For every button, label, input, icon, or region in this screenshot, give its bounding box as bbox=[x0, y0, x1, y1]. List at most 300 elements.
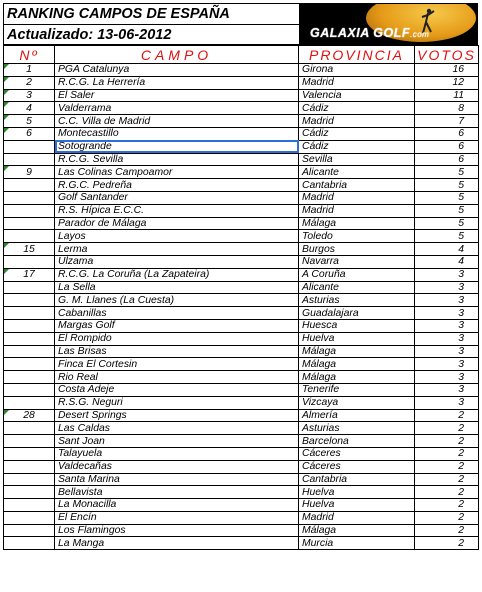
campo-cell-text: Ulzama bbox=[58, 256, 94, 268]
table-row[interactable] bbox=[4, 140, 479, 153]
campo-cell[interactable] bbox=[55, 383, 299, 396]
rank-cell[interactable] bbox=[4, 307, 55, 320]
votos-cell-text: 3 bbox=[458, 397, 464, 409]
provincia-cell[interactable] bbox=[299, 435, 415, 448]
votos-cell[interactable] bbox=[415, 345, 479, 358]
campo-cell[interactable] bbox=[55, 345, 299, 358]
campo-cell-text: La Monacilla bbox=[58, 499, 117, 511]
rank-cell[interactable] bbox=[4, 191, 55, 204]
provincia-cell[interactable] bbox=[299, 127, 415, 140]
provincia-cell[interactable] bbox=[299, 473, 415, 486]
provincia-cell[interactable] bbox=[299, 255, 415, 268]
provincia-cell-text: Madrid bbox=[302, 512, 334, 524]
table-row[interactable] bbox=[4, 499, 479, 512]
provincia-cell[interactable] bbox=[299, 371, 415, 384]
votos-cell-text: 3 bbox=[458, 333, 464, 345]
votos-cell-text: 3 bbox=[458, 307, 464, 319]
campo-cell-text: El Saler bbox=[58, 89, 95, 101]
table-row[interactable] bbox=[4, 243, 479, 256]
comment-marker-icon bbox=[4, 166, 9, 171]
provincia-cell[interactable] bbox=[299, 217, 415, 230]
table-row[interactable] bbox=[4, 179, 479, 192]
table-row[interactable] bbox=[4, 294, 479, 307]
campo-cell-text: Cabanillas bbox=[58, 307, 107, 319]
provincia-cell[interactable] bbox=[299, 191, 415, 204]
provincia-cell[interactable] bbox=[299, 358, 415, 371]
rank-cell[interactable] bbox=[4, 153, 55, 166]
campo-cell-text: Sotogrande bbox=[58, 141, 112, 153]
votos-cell-text: 2 bbox=[458, 448, 464, 460]
col-header-rank: Nº bbox=[4, 46, 55, 64]
votos-cell[interactable] bbox=[415, 140, 479, 153]
campo-cell[interactable] bbox=[55, 473, 299, 486]
comment-marker-icon bbox=[4, 115, 9, 120]
table-row[interactable] bbox=[4, 319, 479, 332]
campo-cell-text: PGA Catalunya bbox=[58, 64, 130, 76]
campo-cell[interactable] bbox=[55, 435, 299, 448]
provincia-cell-text: Asturias bbox=[302, 422, 340, 434]
campo-cell[interactable] bbox=[55, 268, 299, 281]
votos-cell-text: 4 bbox=[458, 243, 464, 255]
votos-cell[interactable] bbox=[415, 473, 479, 486]
provincia-cell[interactable] bbox=[299, 537, 415, 550]
provincia-cell-text: Cádiz bbox=[302, 102, 329, 114]
rank-cell[interactable] bbox=[4, 524, 55, 537]
votos-cell-text: 5 bbox=[458, 217, 464, 229]
table-row[interactable] bbox=[4, 460, 479, 473]
campo-cell[interactable] bbox=[55, 255, 299, 268]
campo-cell[interactable] bbox=[55, 166, 299, 179]
campo-cell-text: Parador de Málaga bbox=[58, 217, 147, 229]
provincia-cell[interactable] bbox=[299, 460, 415, 473]
campo-cell[interactable] bbox=[55, 76, 299, 89]
campo-cell[interactable] bbox=[55, 217, 299, 230]
campo-cell-text: Los Flamingos bbox=[58, 525, 126, 537]
votos-cell[interactable] bbox=[415, 230, 479, 243]
votos-cell[interactable] bbox=[415, 332, 479, 345]
provincia-cell[interactable] bbox=[299, 153, 415, 166]
votos-cell[interactable] bbox=[415, 179, 479, 192]
comment-marker-icon bbox=[4, 410, 9, 415]
votos-cell-text: 8 bbox=[458, 102, 464, 114]
provincia-cell-text: Málaga bbox=[302, 358, 337, 370]
table-row[interactable] bbox=[4, 191, 479, 204]
rank-cell[interactable] bbox=[4, 179, 55, 192]
provincia-cell[interactable] bbox=[299, 524, 415, 537]
campo-cell-text: Montecastillo bbox=[58, 128, 119, 140]
campo-cell[interactable] bbox=[55, 499, 299, 512]
provincia-cell[interactable] bbox=[299, 511, 415, 524]
table-row[interactable] bbox=[4, 332, 479, 345]
table-row[interactable] bbox=[4, 255, 479, 268]
campo-cell-text: R.C.G. La Herrería bbox=[58, 77, 146, 89]
votos-cell[interactable] bbox=[415, 102, 479, 115]
votos-cell[interactable] bbox=[415, 255, 479, 268]
votos-cell[interactable] bbox=[415, 383, 479, 396]
provincia-cell-text: Madrid bbox=[302, 205, 334, 217]
rank-cell[interactable] bbox=[4, 486, 55, 499]
campo-cell[interactable] bbox=[55, 511, 299, 524]
campo-cell[interactable] bbox=[55, 371, 299, 384]
provincia-cell[interactable] bbox=[299, 486, 415, 499]
galaxia-golf-logo bbox=[300, 4, 477, 44]
votos-cell[interactable] bbox=[415, 435, 479, 448]
provincia-cell-text: A Coruña bbox=[302, 269, 346, 281]
votos-cell[interactable] bbox=[415, 191, 479, 204]
campo-cell[interactable] bbox=[55, 115, 299, 128]
provincia-cell-text: Málaga bbox=[302, 217, 337, 229]
votos-cell-text: 5 bbox=[458, 205, 464, 217]
table-row[interactable] bbox=[4, 307, 479, 320]
votos-cell[interactable] bbox=[415, 243, 479, 256]
campo-cell-text: Valderrama bbox=[58, 102, 112, 114]
campo-cell-text: G. M. Llanes (La Cuesta) bbox=[58, 294, 175, 306]
rank-cell[interactable] bbox=[4, 383, 55, 396]
campo-cell-text: Golf Santander bbox=[58, 192, 128, 204]
provincia-cell[interactable] bbox=[299, 319, 415, 332]
votos-cell-text: 5 bbox=[458, 179, 464, 191]
provincia-cell[interactable] bbox=[299, 243, 415, 256]
col-header-campo: CAMPO bbox=[55, 46, 299, 64]
votos-cell-text: 6 bbox=[458, 128, 464, 140]
provincia-cell[interactable] bbox=[299, 89, 415, 102]
votos-cell[interactable] bbox=[415, 358, 479, 371]
provincia-cell-text: Guadalajara bbox=[302, 307, 359, 319]
rank-cell[interactable] bbox=[4, 345, 55, 358]
votos-cell-text: 2 bbox=[458, 409, 464, 421]
campo-cell[interactable] bbox=[55, 89, 299, 102]
comment-marker-icon bbox=[4, 77, 9, 82]
campo-cell[interactable] bbox=[55, 486, 299, 499]
provincia-cell-text: Huelva bbox=[302, 499, 335, 511]
campo-cell[interactable] bbox=[55, 281, 299, 294]
campo-cell-text: Las Colinas Campoamor bbox=[58, 166, 173, 178]
rank-cell[interactable] bbox=[4, 255, 55, 268]
provincia-cell-text: Málaga bbox=[302, 525, 337, 537]
votos-cell[interactable] bbox=[415, 486, 479, 499]
provincia-cell[interactable] bbox=[299, 345, 415, 358]
col-header-votos: VOTOS bbox=[415, 46, 479, 64]
votos-cell[interactable] bbox=[415, 166, 479, 179]
campo-cell-text: R.C.G. La Coruña (La Zapateira) bbox=[58, 269, 210, 281]
provincia-cell[interactable] bbox=[299, 422, 415, 435]
table-row[interactable] bbox=[4, 115, 479, 128]
votos-cell[interactable] bbox=[415, 422, 479, 435]
provincia-cell[interactable] bbox=[299, 268, 415, 281]
votos-cell-text: 5 bbox=[458, 230, 464, 242]
rank-cell[interactable] bbox=[4, 243, 55, 256]
rank-cell[interactable] bbox=[4, 89, 55, 102]
votos-cell-text: 2 bbox=[458, 499, 464, 511]
ranking-table bbox=[3, 45, 479, 550]
votos-cell[interactable] bbox=[415, 89, 479, 102]
campo-cell[interactable] bbox=[55, 537, 299, 550]
votos-cell[interactable] bbox=[415, 499, 479, 512]
table-row[interactable] bbox=[4, 422, 479, 435]
votos-cell[interactable] bbox=[415, 217, 479, 230]
campo-cell[interactable] bbox=[55, 204, 299, 217]
votos-cell[interactable] bbox=[415, 524, 479, 537]
provincia-cell-text: Girona bbox=[302, 64, 334, 76]
votos-cell-text: 7 bbox=[458, 115, 464, 127]
table-row[interactable] bbox=[4, 64, 479, 77]
provincia-cell-text: Cádiz bbox=[302, 128, 329, 140]
provincia-cell-text: Alicante bbox=[302, 166, 339, 178]
votos-cell[interactable] bbox=[415, 447, 479, 460]
table-row[interactable] bbox=[4, 486, 479, 499]
campo-cell[interactable] bbox=[55, 294, 299, 307]
campo-cell-text: R.S.G. Neguri bbox=[58, 397, 123, 409]
votos-cell[interactable] bbox=[415, 127, 479, 140]
table-row[interactable] bbox=[4, 281, 479, 294]
votos-cell[interactable] bbox=[415, 319, 479, 332]
campo-cell[interactable] bbox=[55, 332, 299, 345]
provincia-cell[interactable] bbox=[299, 76, 415, 89]
table-row[interactable] bbox=[4, 409, 479, 422]
campo-cell[interactable] bbox=[55, 191, 299, 204]
votos-cell[interactable] bbox=[415, 307, 479, 320]
table-row[interactable] bbox=[4, 371, 479, 384]
rank-cell[interactable] bbox=[4, 102, 55, 115]
provincia-cell-text: Murcia bbox=[302, 537, 334, 549]
table-row[interactable] bbox=[4, 76, 479, 89]
provincia-cell[interactable] bbox=[299, 383, 415, 396]
provincia-cell-text: Vizcaya bbox=[302, 397, 339, 409]
campo-cell-text: R.C.G. Sevilla bbox=[58, 153, 124, 165]
table-row[interactable] bbox=[4, 153, 479, 166]
provincia-cell-text: Málaga bbox=[302, 345, 337, 357]
table-row[interactable] bbox=[4, 204, 479, 217]
table-row[interactable] bbox=[4, 537, 479, 550]
provincia-cell[interactable] bbox=[299, 102, 415, 115]
table-row[interactable] bbox=[4, 89, 479, 102]
votos-cell[interactable] bbox=[415, 76, 479, 89]
votos-cell-text: 2 bbox=[458, 512, 464, 524]
votos-cell-text: 6 bbox=[458, 153, 464, 165]
campo-cell[interactable] bbox=[55, 64, 299, 77]
table-row[interactable] bbox=[4, 383, 479, 396]
rank-cell[interactable] bbox=[4, 127, 55, 140]
rank-cell[interactable] bbox=[4, 511, 55, 524]
table-row[interactable] bbox=[4, 230, 479, 243]
rank-cell[interactable] bbox=[4, 319, 55, 332]
campo-cell[interactable] bbox=[55, 307, 299, 320]
votos-cell-text: 12 bbox=[452, 77, 464, 89]
campo-cell[interactable] bbox=[55, 102, 299, 115]
campo-cell-text: R.S. Hípica E.C.C. bbox=[58, 205, 145, 217]
campo-cell[interactable] bbox=[55, 153, 299, 166]
campo-cell[interactable] bbox=[55, 358, 299, 371]
provincia-cell[interactable] bbox=[299, 115, 415, 128]
votos-cell[interactable] bbox=[415, 153, 479, 166]
votos-cell-text: 2 bbox=[458, 537, 464, 549]
provincia-cell[interactable] bbox=[299, 166, 415, 179]
provincia-cell-text: Madrid bbox=[302, 77, 334, 89]
page-title: RANKING CAMPOS DE ESPAÑA bbox=[7, 6, 230, 22]
campo-cell-text: El Rompido bbox=[58, 333, 112, 345]
rank-cell-text: 15 bbox=[23, 243, 35, 255]
provincia-cell[interactable] bbox=[299, 281, 415, 294]
rank-cell[interactable] bbox=[4, 268, 55, 281]
table-row[interactable] bbox=[4, 217, 479, 230]
rank-cell[interactable] bbox=[4, 371, 55, 384]
table-row[interactable] bbox=[4, 268, 479, 281]
votos-cell-text: 3 bbox=[458, 371, 464, 383]
provincia-cell-text: Navarra bbox=[302, 256, 339, 268]
votos-cell-text: 3 bbox=[458, 320, 464, 332]
campo-cell[interactable] bbox=[55, 396, 299, 409]
votos-cell[interactable] bbox=[415, 64, 479, 77]
campo-cell-text: Rio Real bbox=[58, 371, 98, 383]
comment-marker-icon bbox=[4, 128, 9, 133]
campo-cell[interactable] bbox=[55, 524, 299, 537]
rank-cell-text: 9 bbox=[26, 166, 32, 178]
comment-marker-icon bbox=[4, 64, 9, 69]
campo-cell-text: Bellavista bbox=[58, 486, 103, 498]
rank-cell[interactable] bbox=[4, 204, 55, 217]
votos-cell-text: 2 bbox=[458, 525, 464, 537]
provincia-cell[interactable] bbox=[299, 64, 415, 77]
rank-cell[interactable] bbox=[4, 447, 55, 460]
rank-cell-text: 5 bbox=[26, 115, 32, 127]
rank-cell[interactable] bbox=[4, 230, 55, 243]
campo-cell[interactable] bbox=[55, 447, 299, 460]
rank-cell[interactable] bbox=[4, 473, 55, 486]
campo-cell[interactable] bbox=[55, 460, 299, 473]
header-divider bbox=[4, 24, 299, 25]
campo-cell[interactable] bbox=[55, 179, 299, 192]
campo-cell-text: Santa Marina bbox=[58, 473, 120, 485]
rank-cell[interactable] bbox=[4, 115, 55, 128]
provincia-cell[interactable] bbox=[299, 447, 415, 460]
provincia-cell[interactable] bbox=[299, 204, 415, 217]
votos-cell[interactable] bbox=[415, 511, 479, 524]
votos-cell[interactable] bbox=[415, 115, 479, 128]
provincia-cell[interactable] bbox=[299, 332, 415, 345]
table-row[interactable] bbox=[4, 396, 479, 409]
votos-cell-text: 2 bbox=[458, 473, 464, 485]
rank-cell[interactable] bbox=[4, 460, 55, 473]
table-row[interactable] bbox=[4, 447, 479, 460]
table-row[interactable] bbox=[4, 511, 479, 524]
campo-cell-text: Talayuela bbox=[58, 448, 103, 460]
campo-cell[interactable] bbox=[55, 422, 299, 435]
campo-cell[interactable] bbox=[55, 230, 299, 243]
votos-cell-text: 4 bbox=[458, 256, 464, 268]
rank-cell[interactable] bbox=[4, 409, 55, 422]
provincia-cell-text: Cantabria bbox=[302, 179, 348, 191]
votos-cell-text: 3 bbox=[458, 294, 464, 306]
rank-cell[interactable] bbox=[4, 499, 55, 512]
provincia-cell-text: Huelva bbox=[302, 333, 335, 345]
votos-cell[interactable] bbox=[415, 396, 479, 409]
votos-cell[interactable] bbox=[415, 371, 479, 384]
votos-cell-text: 5 bbox=[458, 192, 464, 204]
votos-cell[interactable] bbox=[415, 537, 479, 550]
sheet-header bbox=[3, 3, 478, 45]
rank-cell[interactable] bbox=[4, 217, 55, 230]
table-row[interactable] bbox=[4, 127, 479, 140]
campo-cell[interactable] bbox=[55, 243, 299, 256]
table-row[interactable] bbox=[4, 524, 479, 537]
votos-cell-text: 16 bbox=[452, 64, 464, 76]
campo-cell[interactable] bbox=[55, 409, 299, 422]
rank-cell[interactable] bbox=[4, 294, 55, 307]
provincia-cell-text: Málaga bbox=[302, 371, 337, 383]
provincia-cell[interactable] bbox=[299, 409, 415, 422]
table-header-row bbox=[4, 46, 479, 64]
table-row[interactable] bbox=[4, 473, 479, 486]
votos-cell[interactable] bbox=[415, 281, 479, 294]
provincia-cell[interactable] bbox=[299, 307, 415, 320]
logo-text: GALAXIA GOLF.com bbox=[310, 26, 430, 40]
comment-marker-icon bbox=[4, 269, 9, 274]
campo-cell[interactable] bbox=[55, 127, 299, 140]
rank-cell[interactable] bbox=[4, 537, 55, 550]
provincia-cell-text: Valencia bbox=[302, 89, 342, 101]
table-row[interactable] bbox=[4, 102, 479, 115]
campo-cell-text: La Sella bbox=[58, 281, 96, 293]
comment-marker-icon bbox=[4, 90, 9, 95]
rank-cell-text: 6 bbox=[26, 128, 32, 140]
rank-cell[interactable] bbox=[4, 281, 55, 294]
votos-cell[interactable] bbox=[415, 409, 479, 422]
rank-cell-text: 2 bbox=[26, 77, 32, 89]
table-row[interactable] bbox=[4, 166, 479, 179]
rank-cell[interactable] bbox=[4, 332, 55, 345]
votos-cell[interactable] bbox=[415, 204, 479, 217]
provincia-cell-text: Toledo bbox=[302, 230, 333, 242]
provincia-cell-text: Alicante bbox=[302, 281, 339, 293]
provincia-cell-text: Sevilla bbox=[302, 153, 333, 165]
rank-cell[interactable] bbox=[4, 358, 55, 371]
votos-cell-text: 2 bbox=[458, 461, 464, 473]
rank-cell[interactable] bbox=[4, 76, 55, 89]
votos-cell-text: 3 bbox=[458, 384, 464, 396]
votos-cell[interactable] bbox=[415, 460, 479, 473]
campo-cell-text: La Manga bbox=[58, 537, 105, 549]
provincia-cell[interactable] bbox=[299, 294, 415, 307]
table-row[interactable] bbox=[4, 435, 479, 448]
rank-cell[interactable] bbox=[4, 166, 55, 179]
votos-cell[interactable] bbox=[415, 268, 479, 281]
campo-cell[interactable] bbox=[55, 140, 299, 153]
col-header-provincia: PROVINCIA bbox=[299, 46, 415, 64]
comment-marker-icon bbox=[4, 243, 9, 248]
campo-cell[interactable] bbox=[55, 319, 299, 332]
rank-cell[interactable] bbox=[4, 422, 55, 435]
table-row[interactable] bbox=[4, 358, 479, 371]
provincia-cell[interactable] bbox=[299, 230, 415, 243]
provincia-cell[interactable] bbox=[299, 499, 415, 512]
table-row[interactable] bbox=[4, 345, 479, 358]
provincia-cell[interactable] bbox=[299, 179, 415, 192]
rank-cell[interactable] bbox=[4, 396, 55, 409]
provincia-cell[interactable] bbox=[299, 396, 415, 409]
provincia-cell[interactable] bbox=[299, 140, 415, 153]
campo-cell-text: Margas Golf bbox=[58, 320, 115, 332]
votos-cell-text: 6 bbox=[458, 141, 464, 153]
rank-cell-text: 3 bbox=[26, 89, 32, 101]
votos-cell[interactable] bbox=[415, 294, 479, 307]
votos-cell-text: 3 bbox=[458, 345, 464, 357]
provincia-cell-text: Huelva bbox=[302, 486, 335, 498]
campo-cell-text: R.G.C. Pedreña bbox=[58, 179, 132, 191]
provincia-cell-text: Tenerife bbox=[302, 384, 340, 396]
rank-cell[interactable] bbox=[4, 64, 55, 77]
rank-cell[interactable] bbox=[4, 140, 55, 153]
rank-cell[interactable] bbox=[4, 435, 55, 448]
